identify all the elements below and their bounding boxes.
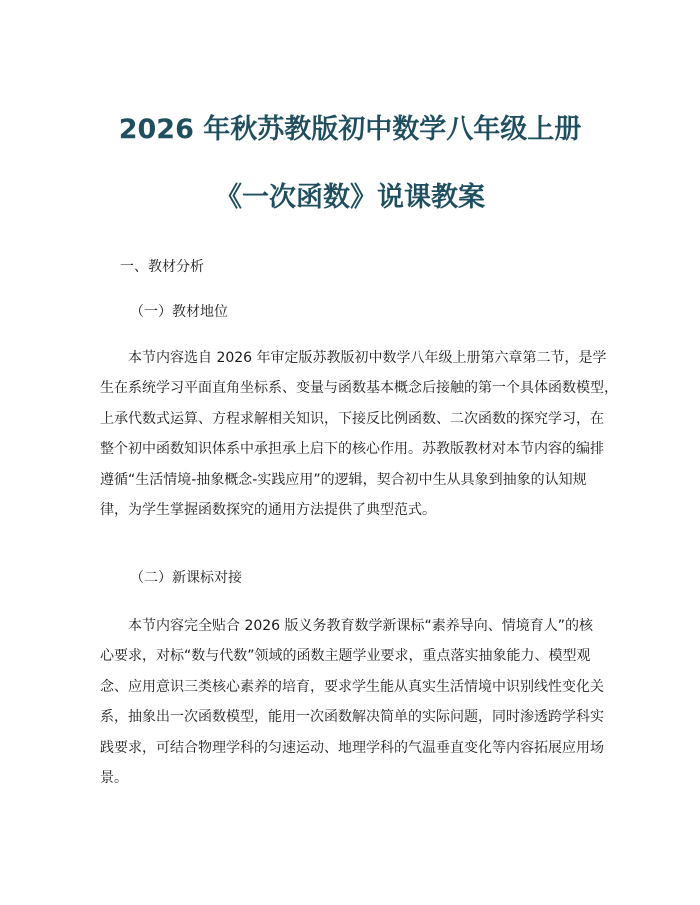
paragraph-line: 整个初中函数知识体系中承担承上启下的核心作用。苏教版教材对本节内容的编排 [100,441,604,458]
paragraph-line: 念、应用意识三类核心素养的培育，要求学生能从真实生活情境中识别线性变化关 [100,678,604,695]
paragraph-line: 系，抽象出一次函数模型，能用一次函数解决简单的实际问题，同时渗透跨学科实 [100,709,604,726]
paragraph-line: 上承代数式运算、方程求解相关知识，下接反比例函数、二次函数的探究学习，在 [100,410,604,427]
paragraph-line: 生在系统学习平面直角坐标系、变量与函数基本概念后接触的第一个具体函数模型， [100,380,618,397]
paragraph-line: 心要求，对标“数与代数”领域的函数主题学业要求，重点落实抽象能力、模型观 [100,648,591,665]
document-title-line-1: 2026 年秋苏教版初中数学八年级上册 [118,114,582,145]
section-heading-textbook-analysis: 一、教材分析 [120,259,204,275]
paragraph-line: 遵循“生活情境-抽象概念-实践应用”的逻辑，契合初中生从具象到抽象的认知规 [100,471,587,488]
paragraph-line: 本节内容选自 2026 年审定版苏教版初中数学八年级上册第六章第二节，是学 [100,350,607,366]
paragraph-line: 践要求，可结合物理学科的匀速运动、地理学科的气温垂直变化等内容拓展应用场 [100,739,604,756]
subsection-heading-new-curriculum: （二）新课标对接 [130,570,242,586]
paragraph-new-curriculum [100,611,605,793]
paragraph-line: 本节内容完全贴合 2026 版义务教育数学新课标“素养导向、情境育人”的核 [100,618,594,634]
paragraph-line: 景。 [100,769,128,786]
document-title-line-2: 《一次函数》说课教案 [215,182,485,213]
paragraph-line: 律，为学生掌握函数探究的通用方法提供了典型范式。 [100,501,436,518]
paragraph-textbook-position [100,343,618,525]
subsection-heading-textbook-position: （一）教材地位 [130,304,228,320]
